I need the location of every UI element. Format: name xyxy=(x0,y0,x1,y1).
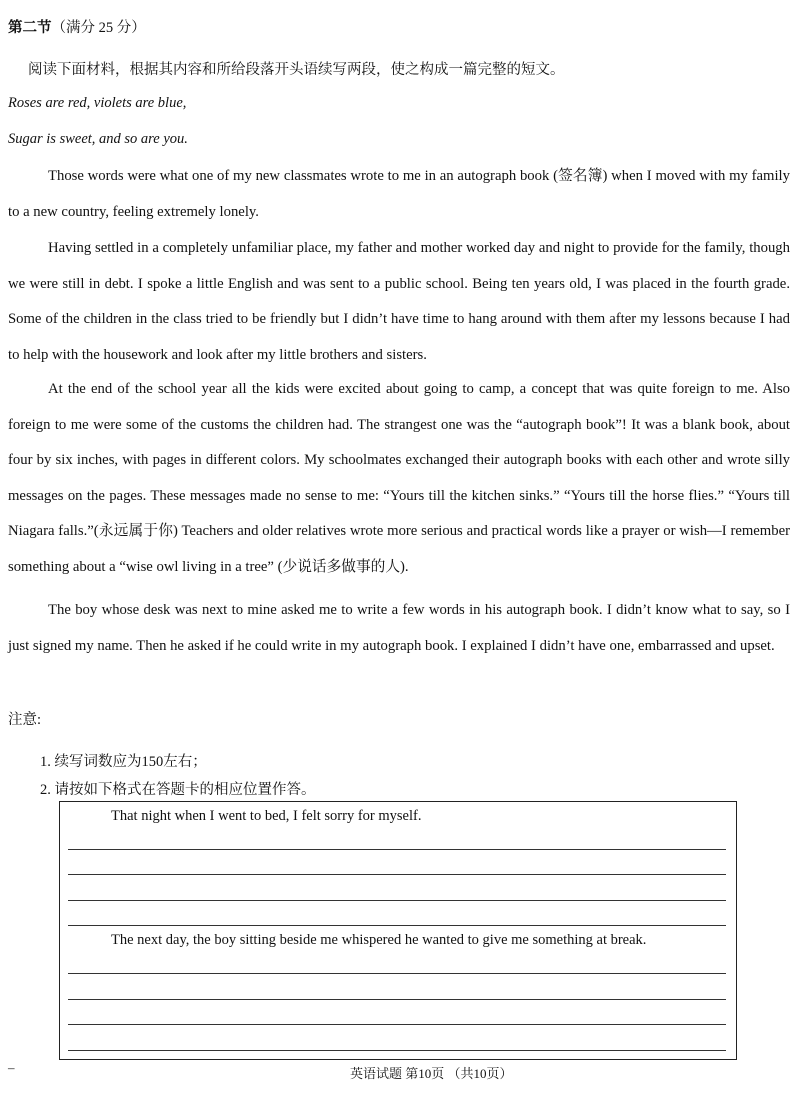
note-item-2: 2. 请按如下格式在答题卡的相应位置作答。 xyxy=(40,782,316,798)
answer-line xyxy=(68,874,726,875)
page-footer: 英语试题 第10页 （共10页） xyxy=(350,1066,513,1081)
section-title: 第二节 xyxy=(8,20,52,36)
paragraph-2: Having settled in a completely unfamiliar place, my father and mother worked day and night to provide for the family, though we were still in debt. I spoke a little English and was sent to a public school. Being ten years old, I was placed in the fourth grade. Some of the children in the class tried to be friendly but I didn’t have time to hang around with them after my lessons because I had to help with the housework and look after my little brothers and sisters. xyxy=(8,240,790,363)
starter-sentence-2: The next day, the boy sitting beside me whispered he wanted to give me something at break. xyxy=(111,932,647,948)
answer-line xyxy=(68,849,726,850)
answer-line xyxy=(68,999,726,1000)
answer-line xyxy=(68,1050,726,1051)
answer-line xyxy=(68,900,726,901)
instruction-text: 阅读下面材料，根据其内容和所给段落开头语续写两段，使之构成一篇完整的短文。 xyxy=(28,62,565,78)
section-score: （满分 25 分） xyxy=(51,20,146,36)
answer-line xyxy=(68,925,726,926)
paragraph-1: Those words were what one of my new classmates wrote to me in an autograph book (签名簿) when I moved with my family to a new country, feeling extremely lonely. xyxy=(8,168,790,220)
section-heading xyxy=(8,16,146,37)
paragraph-3: At the end of the school year all the kids were excited about going to camp, a concept that was quite foreign to me. Also foreign to me were some of the customs the children had. The strangest one was the “autograph book”! It was a blank book, about four by six inches, with pages in different colors. My schoolmates exchanged their autograph books with each other and wrote silly messages on the pages. These messages made no sense to me: “Yours till the kitchen sinks.” “Yours till the horse flies.” “Yours till Niagara falls.”(永远属于你) Teachers and older relatives wrote more serious and practical words like a prayer or wish—I remember something about a “wise owl living in a tree” (少说话多做事的人). xyxy=(8,381,790,575)
paragraph-4: The boy whose desk was next to mine asked me to write a few words in his autograph book. I didn’t know what to say, so I just signed my name. Then he asked if he could write in my autograph book. I explained I didn’t have one, embarrassed and upset. xyxy=(8,602,790,654)
poem-line-1: Roses are red, violets are blue, xyxy=(8,95,187,111)
notes-title: 注意: xyxy=(8,712,42,728)
corner-dash: – xyxy=(8,1060,15,1075)
answer-line xyxy=(68,1024,726,1025)
starter-sentence-1: That night when I went to bed, I felt sorry for myself. xyxy=(111,808,422,824)
answer-box xyxy=(59,801,737,1060)
note-item-1: 1. 续写词数应为150左右； xyxy=(40,754,207,770)
poem-line-2: Sugar is sweet, and so are you. xyxy=(8,131,188,147)
answer-line xyxy=(68,973,726,974)
